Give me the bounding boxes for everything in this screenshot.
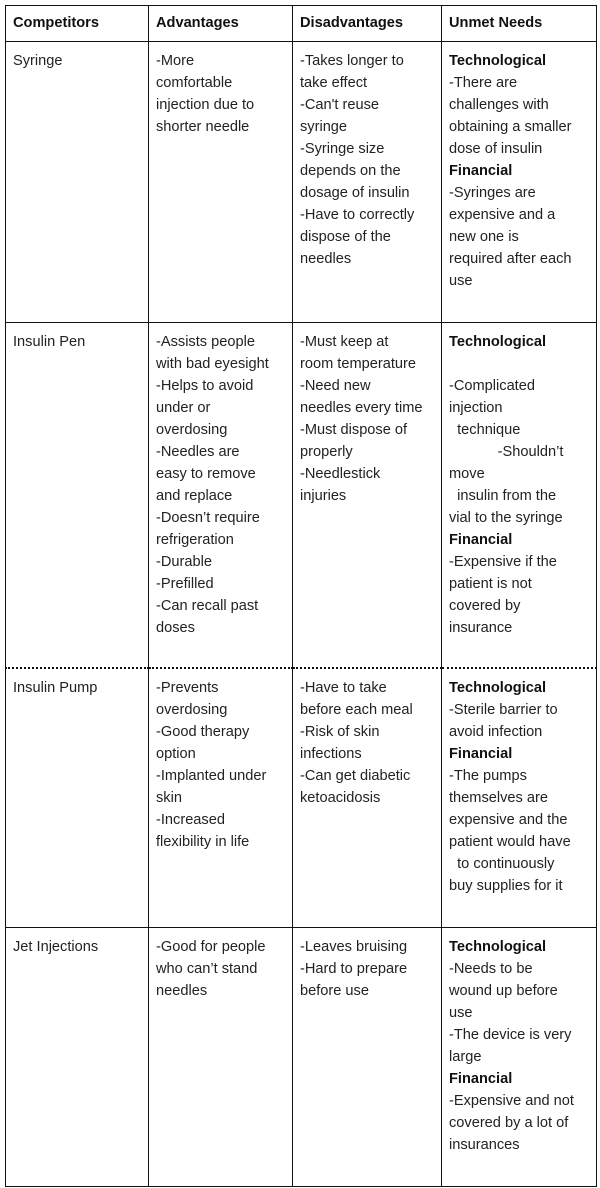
advantages-cell <box>149 323 293 669</box>
cell-line: -Must keep at <box>300 334 389 350</box>
cell-line: infections <box>300 746 362 762</box>
competitor-cell: Syringe <box>6 42 149 323</box>
cell-line: challenges with <box>449 97 549 113</box>
cell-line: -Syringes are <box>449 185 536 201</box>
cell-line: -Expensive if the <box>449 554 557 570</box>
header-disadvantages: Disadvantages <box>293 6 442 42</box>
cell-line: patient would have <box>449 834 571 850</box>
cell-line: -More <box>156 53 195 69</box>
cell-line: -Implanted under <box>156 768 267 784</box>
category-heading: Financial <box>449 1071 513 1087</box>
cell-line: -Durable <box>156 554 212 570</box>
header-advantages: Advantages <box>149 6 293 42</box>
cell-line: -Leaves bruising <box>300 939 408 955</box>
cell-line: -Increased <box>156 812 225 828</box>
cell-line: ketoacidosis <box>300 790 381 806</box>
cell-line: expensive and the <box>449 812 568 828</box>
cell-line: -Prefilled <box>156 576 214 592</box>
cell-line: properly <box>300 444 353 460</box>
cell-line: -Helps to avoid <box>156 378 254 394</box>
cell-line: with bad eyesight <box>156 356 269 372</box>
header-competitors: Competitors <box>6 6 149 42</box>
cell-line: -The pumps <box>449 768 527 784</box>
cell-line: -There are <box>449 75 518 91</box>
cell-line: before use <box>300 983 369 999</box>
cell-line: -Have to take <box>300 680 387 696</box>
competitor-comparison-table <box>5 5 597 1187</box>
category-heading: Technological <box>449 939 547 955</box>
cell-line: -Must dispose of <box>300 422 408 438</box>
cell-line: option <box>156 746 196 762</box>
cell-line: and replace <box>156 488 233 504</box>
unmet-needs-cell <box>442 42 597 323</box>
cell-line: covered by <box>449 598 521 614</box>
cell-line <box>449 353 589 375</box>
table-row <box>6 928 597 1187</box>
cell-line: overdosing <box>156 422 228 438</box>
table-row <box>6 323 597 669</box>
advantages-cell <box>149 928 293 1187</box>
category-heading: Financial <box>449 532 513 548</box>
cell-line: before each meal <box>300 702 413 718</box>
category-heading: Technological <box>449 334 547 350</box>
cell-line: injection due to <box>156 97 255 113</box>
cell-line: technique <box>449 422 521 438</box>
header-unmet-needs: Unmet Needs <box>442 6 597 42</box>
cell-line: easy to remove <box>156 466 256 482</box>
cell-line: -Good for people <box>156 939 266 955</box>
competitor-cell: Insulin Pen <box>6 323 149 669</box>
table-row <box>6 668 597 928</box>
cell-line: -Can recall past <box>156 598 259 614</box>
cell-line: room temperature <box>300 356 416 372</box>
cell-line: -Takes longer to <box>300 53 404 69</box>
category-heading: Technological <box>449 680 547 696</box>
cell-line: themselves are <box>449 790 548 806</box>
advantages-cell <box>149 42 293 323</box>
cell-line: vial to the syringe <box>449 510 563 526</box>
cell-line: dose of insulin <box>449 141 543 157</box>
cell-line: flexibility in life <box>156 834 250 850</box>
disadvantages-cell <box>293 668 442 928</box>
cell-line: doses <box>156 620 195 636</box>
cell-line: refrigeration <box>156 532 234 548</box>
cell-line: syringe <box>300 119 348 135</box>
cell-line: avoid infection <box>449 724 543 740</box>
cell-line: move <box>449 466 485 482</box>
category-heading: Financial <box>449 746 513 762</box>
cell-line: who can’t stand <box>156 961 258 977</box>
cell-line: -Need new <box>300 378 371 394</box>
cell-line: -Assists people <box>156 334 255 350</box>
category-heading: Financial <box>449 163 513 179</box>
cell-line: needles every time <box>300 400 423 416</box>
cell-line: under or <box>156 400 211 416</box>
cell-line: patient is not <box>449 576 532 592</box>
unmet-needs-cell <box>442 668 597 928</box>
cell-line: needles <box>156 983 208 999</box>
header-row <box>6 6 597 42</box>
table-row <box>6 42 597 323</box>
cell-line: insurances <box>449 1137 520 1153</box>
cell-line: use <box>449 1005 473 1021</box>
cell-line: large <box>449 1049 482 1065</box>
cell-line: required after each <box>449 251 572 267</box>
cell-line: -Good therapy <box>156 724 250 740</box>
cell-line: buy supplies for it <box>449 878 563 894</box>
advantages-cell <box>149 668 293 928</box>
cell-line: -Complicated <box>449 378 535 394</box>
cell-line: insurance <box>449 620 513 636</box>
cell-line: injuries <box>300 488 347 504</box>
cell-line: -Risk of skin <box>300 724 380 740</box>
category-heading: Technological <box>449 53 547 69</box>
cell-line: needles <box>300 251 352 267</box>
cell-line: -Can't reuse <box>300 97 380 113</box>
cell-line: use <box>449 273 473 289</box>
cell-line: -Sterile barrier to <box>449 702 558 718</box>
cell-line: to continuously <box>449 856 555 872</box>
cell-line: -Syringe size <box>300 141 385 157</box>
disadvantages-cell <box>293 928 442 1187</box>
disadvantages-cell <box>293 42 442 323</box>
cell-line: -Doesn’t require <box>156 510 260 526</box>
cell-line: dosage of insulin <box>300 185 410 201</box>
cell-line: -Shouldn’t <box>449 444 564 460</box>
disadvantages-cell <box>293 323 442 669</box>
cell-line: shorter needle <box>156 119 250 135</box>
cell-line: new one is <box>449 229 519 245</box>
competitor-cell: Jet Injections <box>6 928 149 1187</box>
cell-line: -Needs to be <box>449 961 533 977</box>
cell-line: -Hard to prepare <box>300 961 408 977</box>
cell-line: expensive and a <box>449 207 556 223</box>
cell-line: dispose of the <box>300 229 391 245</box>
cell-line: depends on the <box>300 163 401 179</box>
cell-line: -Prevents <box>156 680 219 696</box>
unmet-needs-cell <box>442 928 597 1187</box>
cell-line: wound up before <box>449 983 558 999</box>
cell-line: -Expensive and not <box>449 1093 574 1109</box>
cell-line: obtaining a smaller <box>449 119 572 135</box>
cell-line: injection <box>449 400 503 416</box>
cell-line: -Have to correctly <box>300 207 415 223</box>
cell-line: skin <box>156 790 182 806</box>
cell-line: take effect <box>300 75 368 91</box>
cell-line: covered by a lot of <box>449 1115 569 1131</box>
cell-line: overdosing <box>156 702 228 718</box>
cell-line: -Can get diabetic <box>300 768 411 784</box>
unmet-needs-cell <box>442 323 597 669</box>
cell-line: -The device is very <box>449 1027 572 1043</box>
cell-line: -Needles are <box>156 444 240 460</box>
cell-line: comfortable <box>156 75 233 91</box>
competitor-cell: Insulin Pump <box>6 668 149 928</box>
cell-line: insulin from the <box>449 488 557 504</box>
cell-line: -Needlestick <box>300 466 381 482</box>
